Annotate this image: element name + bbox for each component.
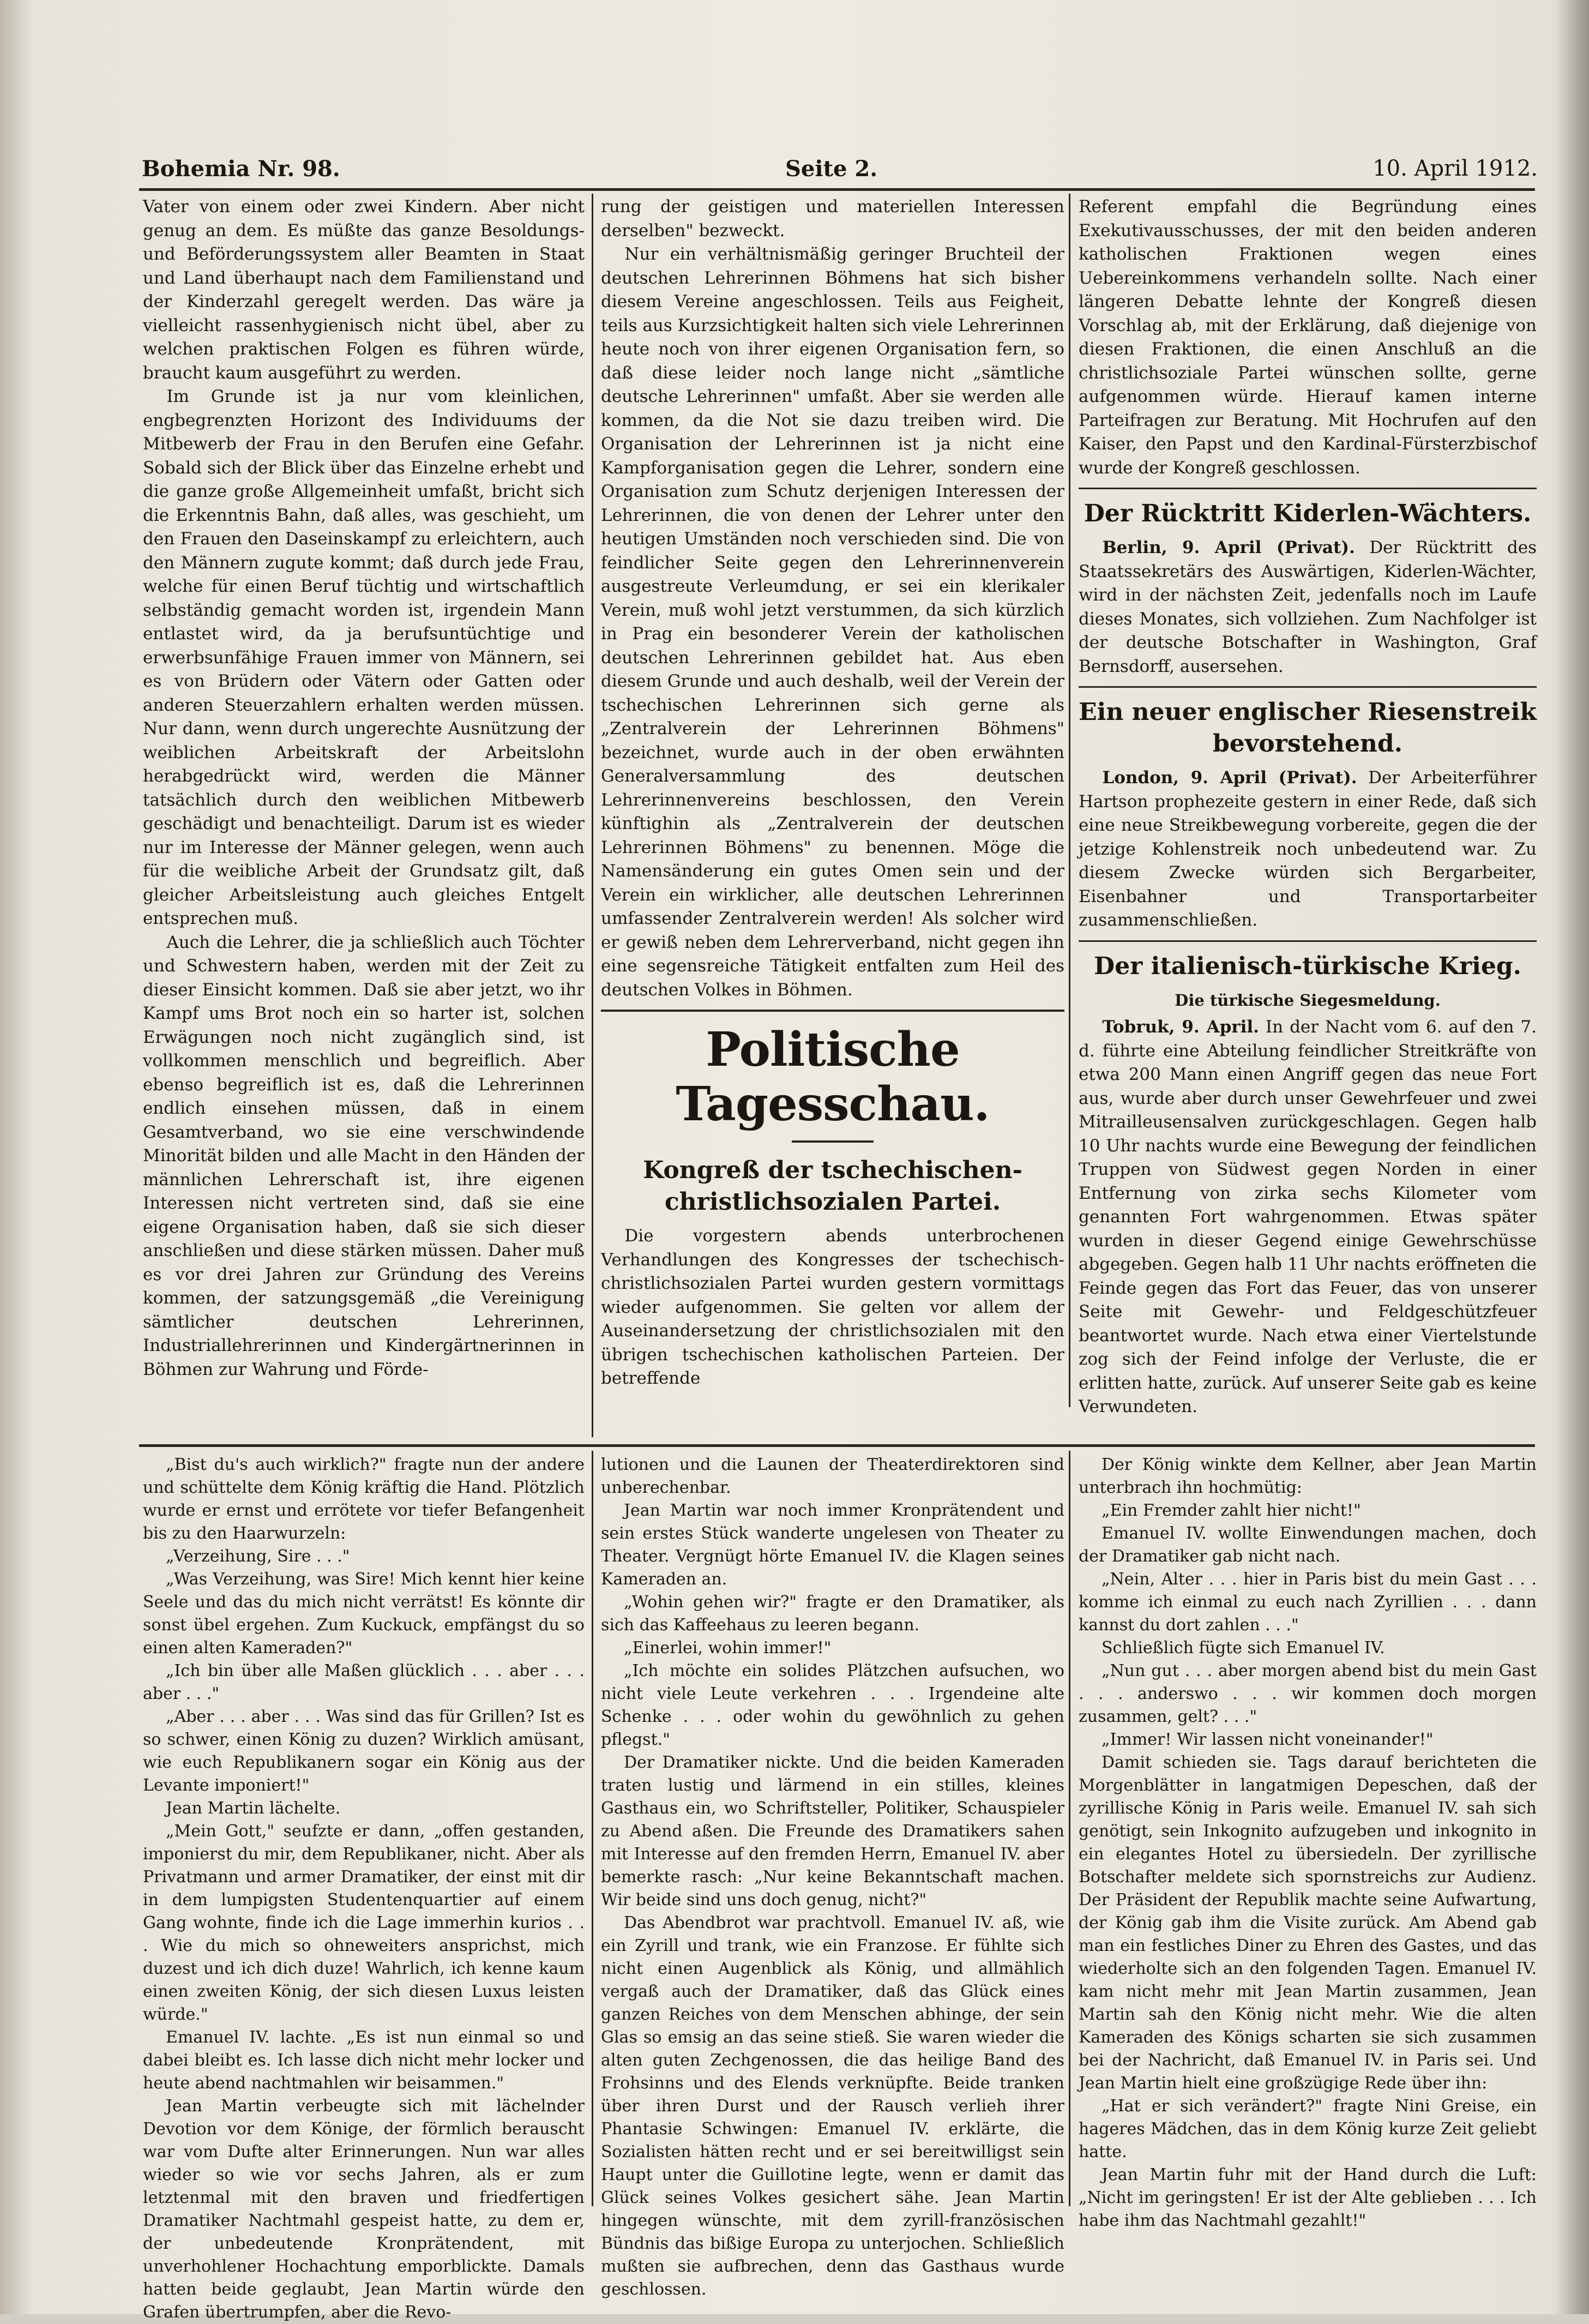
header-date: 10. April 1912. xyxy=(1373,156,1538,181)
col2-paragraph: rung der geistigen und materiellen Interessen derselben" bezweckt. xyxy=(601,197,1064,241)
article-body: Der Rücktritt des Staatssekretärs des Auswärtigen, Kiderlen-Wächter, wird in der nächsten Zeit, jedenfalls noch im Laufe dieses Monates, sich vollziehen. Zum Nachfolger ist der deutsche Botschafter in Washington, Graf Bernsdorff, ausersehen. xyxy=(1079,538,1537,676)
article-rule xyxy=(1079,686,1537,688)
feuilleton-paragraph: Der Dramatiker nickte. Und die beiden Kameraden traten lustig und lärmend in ein stilles, kleines Gasthaus ein, wo Schriftsteller, Politiker, Schauspieler zu Abend aßen. Die Freunde des Dramatikers sahen mit Interesse auf den fremden Herrn, Emanuel IV. aber bemerkte rasch: „Nur keine Bekanntschaft machen. Wir beide sind uns doch genug, nicht?" xyxy=(601,1753,1064,1909)
feuilleton-paragraph: Emanuel IV. wollte Einwendungen machen, doch der Dramatiker gab nicht nach. xyxy=(1079,1524,1537,1566)
article-body: Die vorgestern abends unterbrochenen Verhandlungen des Kongresses der tschechisch-christlichsozialen Partei wurden gestern vormittags wieder aufgenommen. Sie gelten vor allem der Auseinandersetzung der christlichsozialen mit den übrigen tschechischen katholischen Parteien. Der betreffende xyxy=(601,1226,1064,1388)
feuilleton-paragraph: „Wohin gehen wir?" fragte er den Dramatiker, als sich das Kaffeehaus zu leeren begann. xyxy=(601,1593,1064,1635)
article-body: Der Arbeiterführer Hartson prophezeite gestern in einer Rede, daß sich eine neue Streikbewegung vorbereite, gegen die der jetzige Kohlenstreik noch unbedeutend war. Zu diesem Zwecke würden sich Bergarbeiter, Eisenbahner und Transportarbeiter zusammenschließen. xyxy=(1079,768,1537,930)
article-rule xyxy=(1079,940,1537,942)
feuilleton-column-2 xyxy=(601,1454,1064,2299)
col3-intro: Referent empfahl die Begründung eines Exekutivausschusses, der mit den beiden anderen katholischen Fraktionen wegen eines Uebereinkommens verhandeln sollte. Nach einer längeren Debatte lehnte der Kongreß diesen Vorschlag ab, mit der Erklärung, daß diejenige von diesen Fraktionen, die einen Anschluß an die christlichsoziale Partei wünschen sollte, gerne aufgenommen würde. Hierauf kamen interne Parteifragen zur Beratung. Mit Hochrufen auf den Kaiser, den Papst und den Kardinal-Fürsterzbischof wurde der Kongreß geschlossen. xyxy=(1079,197,1537,478)
article-dateline: Tobruk, 9. April. xyxy=(1102,1017,1259,1037)
header-page-number: Seite 2. xyxy=(785,156,878,182)
col1-paragraph: Im Grunde ist ja nur vom kleinlichen, engbegrenzten Horizont des Individuums der Mitbewerb der Frau in den Berufen eine Gefahr. Sobald sich der Blick über das Einzelne erhebt und die ganze große Allgemeinheit umfaßt, bricht sich die Erkenntnis Bahn, daß alles, was geschieht, um den Frauen den Daseinskampf zu erleichtern, auch den Männern zugute kommt; daß durch jede Frau, welche für einen Beruf tüchtig und wirtschaftlich selbständig gemacht worden ist, irgendein Mann entlastet wird, da ja berufsuntüchtige und erwerbsunfähige Frauen immer von Männern, sei es von Brüdern oder Vätern oder Gatten oder anderen Steuerzahlern erhalten werden müssen. Nur dann, wenn durch ungerechte Ausnützung der weiblichen Arbeitskraft der Arbeitslohn herabgedrückt wird, werden die Männer tatsächlich durch den weiblichen Mitbewerb geschädigt und benachteiligt. Darum ist es wieder nur im Interesse der Männer gelegen, wenn auch für die weibliche Arbeit der Grundsatz gilt, daß gleicher Arbeitsleistung auch gleiches Entgelt entsprechen muß. xyxy=(143,387,585,928)
feuilleton-paragraph: „Was Verzeihung, was Sire! Mich kennt hier keine Seele und das du mich nicht verrätst! Es könnte dir sonst übel ergehen. Zum Kuckuck, empfängst du so einen alten Kameraden?" xyxy=(143,1570,585,1658)
article-rule xyxy=(1079,488,1537,489)
page-header xyxy=(142,152,1538,184)
feuilleton-paragraph: Emanuel IV. lachte. „Es ist nun einmal so und dabei bleibt es. Ich lasse dich nicht mehr locker und heute abend nachtmahlen wir beisammen." xyxy=(143,2028,585,2093)
feuilleton-paragraph: „Einerlei, wohin immer!" xyxy=(624,1638,832,1658)
article-title: Ein neuer englischer Riesenstreik bevorstehend. xyxy=(1079,698,1537,758)
feuilleton-paragraph: „Hat er sich verändert?" fragte Nini Greise, ein hageres Mädchen, das in dem König kurze Zeit geliebt hatte. xyxy=(1079,2097,1537,2161)
feuilleton-paragraph: Der König winkte dem Kellner, aber Jean Martin unterbrach ihn hochmütig: xyxy=(1079,1455,1537,1497)
feuilleton-paragraph: „Ein Fremder zahlt hier nicht!" xyxy=(1102,1501,1361,1520)
col2-paragraph: Nur ein verhältnismäßig geringer Bruchteil der deutschen Lehrerinnen Böhmens hat sich bisher diesem Vereine angeschlossen. Teils aus Feigheit, teils aus Kurzsichtigkeit halten sich viele Lehrerinnen heute noch von ihrer eigenen Organisation fern, so daß diese leider noch lange nicht „sämtliche deutsche Lehrerinnen" umfaßt. Aber sie werden alle kommen, da die Not sie dazu treiben wird. Die Organisation der Lehrerinnen ist ja nicht eine Kampforganisation gegen die Lehrer, sondern eine Organisation zum Schutz derjenigen Interessen der Lehrerinnen, die von denen der Lehrer unter den heutigen Umständen noch verschieden sind. Die von feindlicher Seite gegen den Lehrerinnenverein ausgestreute Verleumdung, er sei ein klerikaler Verein, muß wohl jetzt verstummen, da sich kürzlich in Prag ein besonderer Verein der katholischen deutschen Lehrerinnen gebildet hat. Aus eben diesem Grunde und auch deshalb, weil der Verein der tschechischen Lehrerinnen sich gerne als „Zentralverein der Lehrerinnen Böhmens" bezeichnet, wurde auch in der oben erwähnten Generalversammlung des deutschen Lehrerinnenvereins beschlossen, den Verein künftighin als „Zentralverein der deutschen Lehrerinnen Böhmens" zu benennen. Möge die Namensänderung ein gutes Omen sein und der Verein ein wirklicher, alle deutschen Lehrerinnen umfassender Zentralverein werden! Als solcher wird er gewiß neben dem Lehrerverband, nicht gegen ihn eine segensreiche Tätigkeit entfalten zum Heil des deutschen Volkes in Böhmen. xyxy=(601,244,1064,1000)
feuilleton-divider-2 xyxy=(1069,1451,1070,2206)
feuilleton-rule xyxy=(139,1444,1535,1447)
feuilleton-paragraph: Damit schieden sie. Tags darauf berichteten die Morgenblätter in langatmigen Depeschen, daß der zyrillische König in Paris weile. Emanuel IV. sah sich genötigt, sein Inkognito aufzugeben und inkognito in ein elegantes Hotel zu übersiedeln. Der zyrillische Botschafter meldete sich spornstreichs zur Audienz. Der Präsident der Republik machte seine Aufwartung, der König gab ihm die Visite zurück. Am Abend gab man ein festliches Diner zu Ehren des Gastes, und das wiederholte sich an den folgenden Tagen. Emanuel IV. kam nicht mehr mit Jean Martin zusammen, Jean Martin sah den König nicht mehr. Wie die alten Kameraden des Königs scharten sie sich zusammen bei der Nachricht, daß Emanuel IV. in Paris sei. Und Jean Martin hielt eine großzügige Rede über ihn: xyxy=(1079,1753,1537,2093)
feuilleton-paragraph: Jean Martin verbeugte sich mit lächelnder Devotion vor dem Könige, der förmlich berauscht war vom Dufte alter Erinnerungen. Nun war alles wieder so wie vor sechs Jahren, als er zum letztenmal mit den braven und friedfertigen Dramatiker Nachtmahl gespeist hatte, zu dem er, der unbedeutende Kronprätendent, mit unverhohlener Hochachtung emporblickte. Damals hatten beide geglaubt, Jean Martin würde den Grafen übertrumpfen, aber die Revo- xyxy=(143,2097,585,2322)
column-divider-1 xyxy=(592,194,593,1437)
feuilleton-paragraph: „Nein, Alter . . . hier in Paris bist du mein Gast . . . komme ich einmal zu euch nach Zyrillien . . . dann kannst du dort zahlen . . ." xyxy=(1079,1570,1537,1635)
feuilleton-paragraph: „Bist du's auch wirklich?" fragte nun der andere und schüttelte dem König kräftig die Hand. Plötzlich wurde er ernst und errötete vor tiefer Befangenheit bis zu den Haarwurzeln: xyxy=(143,1455,585,1543)
feuilleton-paragraph: Jean Martin fuhr mit der Hand durch die Luft: „Nicht im geringsten! Er ist der Alte geblieben . . . Ich habe ihm das Nachtmahl gezahlt!" xyxy=(1079,2165,1537,2230)
feuilleton-paragraph: „Ich möchte ein solides Plätzchen aufsuchen, wo nicht viele Leute verkehren . . . Irgendeine alte Schenke . . . oder wohin du gewöhnlich zu gehen pflegst." xyxy=(601,1661,1064,1749)
title-underline xyxy=(792,1140,874,1143)
article-title: Kongreß der tschechischen-christlichsozialen Partei. xyxy=(643,1156,1022,1216)
column-divider-2 xyxy=(1069,194,1070,1407)
article-title: Der Rücktritt Kiderlen-Wächters. xyxy=(1084,500,1532,527)
article-title: Der italienisch-türkische Krieg. xyxy=(1094,952,1521,980)
article-body: In der Nacht vom 6. auf den 7. d. führte eine Abteilung feindlicher Streitkräfte von etwa 200 Mann einen Angriff gegen das neue Fort aus, wurde aber durch unser Gewehrfeuer und zwei Mitrailleusensalven zurückgeschlagen. Gegen halb 10 Uhr nachts wurde eine Bewegung der feindlichen Truppen von Südwest gegen Norden in einer Entfernung von zirka sechs Kilometer vom genannten Fort wahrgenommen. Etwas später wurden in dieser Gegend einige Gewehrschüsse abgegeben. Gegen halb 11 Uhr nachts eröffneten die Feinde gegen das Fort das Feuer, das von unserer Seite mit Gewehr- und Feldgeschützfeuer beantwortet wurde. Nach etwa einer Viertelstunde zog sich der Feind infolge der Verluste, die er erlitten hatte, zurück. Auf unserer Seite gab es keine Verwundeten. xyxy=(1079,1017,1537,1416)
article-subtitle: Die türkische Siegesmeldung. xyxy=(1175,990,1441,1010)
header-rule xyxy=(139,188,1535,191)
feuilleton-paragraph: lutionen und die Launen der Theaterdirektoren sind unberechenbar. xyxy=(601,1455,1064,1497)
article-dateline: London, 9. April (Privat). xyxy=(1102,768,1357,788)
col1-paragraph: Auch die Lehrer, die ja schließlich auch Töchter und Schwestern haben, werden mit der Zeit zu dieser Einsicht kommen. Daß sie aber jetzt, wo ihr Kampf ums Brot noch ein so harter ist, solchen Erwägungen noch nicht zugänglich sind, ist vollkommen menschlich und begreiflich. Aber ebenso begreiflich ist es, daß die Lehrerinnen endlich einsehen müssen, daß in einem Gesamtverband, wo sie eine verschwindende Minorität bilden und alle Macht in den Händen der männlichen Lehrerschaft ist, ihre eigenen Interessen nicht vertreten sind, daß sie eine eigene Organisation haben, daß sie sich dieser anschließen und diese stärken müssen. Daher muß es vor drei Jahren zur Gründung des Vereins kommen, der satzungsgemäß „die Vereinigung sämtlicher deutschen Lehrerinnen, Industriallehrerinnen und Kindergärtnerinnen in Böhmen zur Wahrung und Förde- xyxy=(143,932,585,1379)
feuilleton-column-3 xyxy=(1079,1454,1537,2230)
column-1 xyxy=(143,195,585,1436)
feuilleton-divider-1 xyxy=(592,1451,593,2206)
feuilleton-paragraph: „Verzeihung, Sire . . ." xyxy=(166,1547,350,1566)
section-rule xyxy=(601,1010,1064,1012)
column-3 xyxy=(1079,195,1537,1416)
feuilleton-column-1 xyxy=(143,1454,585,2322)
feuilleton-paragraph: Jean Martin lächelte. xyxy=(166,1799,341,1818)
feuilleton-paragraph: „Ich bin über alle Maßen glücklich . . . aber . . . aber . . ." xyxy=(143,1661,585,1703)
header-issue: Bohemia Nr. 98. xyxy=(142,156,340,182)
feuilleton-paragraph: „Mein Gott," seufzte er dann, „offen gestanden, imponierst du mir, dem Republikaner, nicht. Aber als Privatmann und armer Dramatiker, der einst mit dir in dem lumpigsten Studentenquartier auf einem Gang wohnte, finde ich die Lage immerhin kurios . . . Wie du mich so ohneweiters ansprichst, mich duzest und ich dich duze! Wahrlich, ich kenne kaum einen zweiten König, der sich diesen Luxus leisten würde." xyxy=(143,1822,585,2024)
feuilleton-paragraph: Schließlich fügte sich Emanuel IV. xyxy=(1102,1638,1385,1658)
section-title: Politische Tagesschau. xyxy=(676,1022,990,1132)
column-2 xyxy=(601,195,1064,1436)
article-dateline: Berlin, 9. April (Privat). xyxy=(1102,538,1355,557)
col1-paragraph: Vater von einem oder zwei Kindern. Aber nicht genug an dem. Es müßte das ganze Besoldungs- und Beförderungssystem aller Beamten in Staat und Land überhaupt nach dem Familienstand und der Kinderzahl geregelt werden. Das wäre ja vielleicht rassenhygienisch nicht übel, aber zu welchen praktischen Folgen es führen würde, braucht kaum ausgeführt zu werden. xyxy=(143,197,585,383)
feuilleton-paragraph: „Nun gut . . . aber morgen abend bist du mein Gast . . . anderswo . . . wir kommen doch morgen zusammen, gelt? . . ." xyxy=(1079,1661,1537,1726)
feuilleton-paragraph: „Aber . . . aber . . . Was sind das für Grillen? Ist es so schwer, einen König zu duzen? Wirklich amüsant, wie euch Republikanern sogar ein König aus der Levante imponiert!" xyxy=(143,1707,585,1795)
feuilleton-paragraph: Jean Martin war noch immer Kronprätendent und sein erstes Stück wanderte ungelesen von Theater zu Theater. Vergnügt hörte Emanuel IV. die Klagen seines Kameraden an. xyxy=(601,1501,1064,1589)
feuilleton-paragraph: „Immer! Wir lassen nicht voneinander!" xyxy=(1102,1730,1434,1749)
feuilleton-paragraph: Das Abendbrot war prachtvoll. Emanuel IV. aß, wie ein Zyrill und trank, wie ein Franzose. Er fühlte sich nicht einen Augenblick als König, und allmählich vergaß auch der Dramatiker, daß das Glück eines ganzen Reiches von dem Menschen abhinge, der sein Glas so emsig an das seine stieß. Sie waren wieder die alten guten Zechgenossen, die das heilige Band des Frohsinns und des Elends verknüpfte. Beide tranken über ihren Durst und der Rausch verlieh ihrer Phantasie Schwingen: Emanuel IV. erklärte, die Sozialisten hätten recht und er sei bereitwilligst sein Haupt unter die Guillotine legte, wenn er damit das Glück seines Volkes gesichert sähe. Jean Martin hingegen wünschte, mit dem zyrill-französischen Bündnis das bißige Europa zu unterjochen. Schließlich mußten sie aufbrechen, denn das Gasthaus wurde geschlossen. xyxy=(601,1913,1064,2299)
